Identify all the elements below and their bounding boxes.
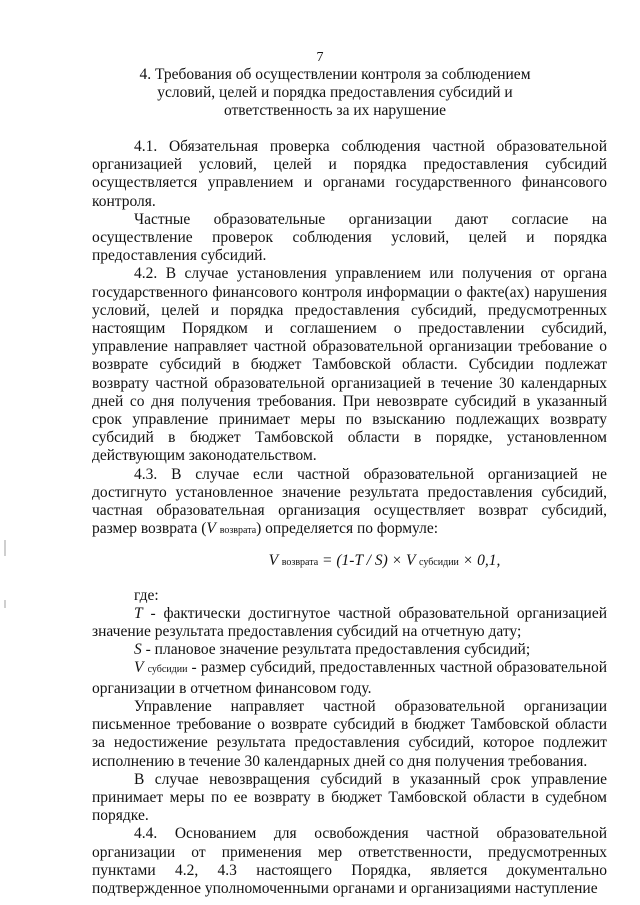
paragraph-4-3 [92,466,607,541]
paragraph-court: В случае невозвращения субсидий в указанный срок управление принимает меры по ее возврату в бюджет Тамбовской области в судебном порядке. [92,770,607,825]
symbol-v-subsidy: V [134,659,144,677]
formula-v-return: V [268,552,278,570]
formula-v-return-subscript: возврата [281,557,319,569]
paragraph-4-3-end: ) определяется по формуле: [256,520,439,538]
paragraph-v-definition [92,659,607,697]
symbol-v-subsidy-subscript: субсидии [147,664,188,676]
symbol-s: S [134,641,142,659]
paragraph-4-2: 4.2. В случае установления управлением или получения от органа государственного финансового контроля информации о факте(ах) нарушения условий, целей и порядка предоставления субсидий, предусмотренных настоящим Порядком и соглашением о предоставлении субсидий, управление направляет частной образовательной организации требование о возврате субсидий в бюджет Тамбовской области. Субсидии подлежат возврату частной образовательной организацией в течение 30 календарных дней со дня получения требования. При невозврате субсидий в указанный срок управление принимает меры по взысканию подлежащих возврату субсидий в бюджет Тамбовской области в порядке, установленном действующим законодательством. [92,265,607,465]
formula [92,552,607,572]
page-number: 7 [316,50,324,65]
formula-v-subsidy: V [405,552,416,570]
symbol-v: V [206,520,216,538]
t-definition-text: - фактически достигнутое частной образовательной организацией значение результата предоставления субсидий на отчетную дату; [92,604,607,641]
formula-v-subsidy-subscript: субсидии [419,557,459,569]
document-body [92,138,607,898]
paragraph-consent: Частные образовательные организации дают согласие на осуществление проверок соблюдения условий, целей и порядка предоставления субсидий. [92,210,607,265]
paragraph-where: где: [134,586,159,604]
paragraph-t-definition [92,605,607,641]
scan-margin-mark [4,540,6,556]
s-definition-text: - плановое значение результата предоставления субсидий; [141,641,531,659]
paragraph-written-demand: Управление направляет частной образовательной организации письменное требование о возврате субсидий в бюджет Тамбовской области за недостижение результата предоставления субсидий, которое подлежит исполнению в течение 30 календарных дней со дня получения требования. [92,697,607,770]
symbol-t: T [134,604,143,622]
formula-tail: × 0,1, [458,552,501,570]
formula-middle: = (1-T / S) × [318,552,406,570]
scan-margin-mark [4,600,6,608]
v-definition-text: - размер субсидий, предоставленных частной образовательной организации в отчетном финансовом году. [92,659,607,697]
paragraph-4-3-start: 4.3. В случае если частной образовательной организацией не достигнуто установленное значение результата предоставления субсидий, частная образовательная организация осуществляет возврат субсидий, размер возврата ( [92,465,607,538]
symbol-v-subscript: возврата [219,525,257,537]
section-heading: 4. Требования об осуществлении контроля за соблюдением условий, целей и порядка предоставления субсидий и ответственность за их нарушение [139,66,531,119]
paragraph-s-definition [92,641,607,659]
paragraph-4-4: 4.4. Основанием для освобождения частной образовательной организации от применения мер ответственности, предусмотренных пунктами 4.2, 4.3 настоящего Порядка, является документально подтвержденное уполномоченными органами и организациями наступление [92,825,607,897]
paragraph-4-1: 4.1. Обязательная проверка соблюдения частной образовательной организацией условий, целей и порядка предоставления субсидий осуществляется управлением и органами государственного финансового контроля. [92,138,607,210]
